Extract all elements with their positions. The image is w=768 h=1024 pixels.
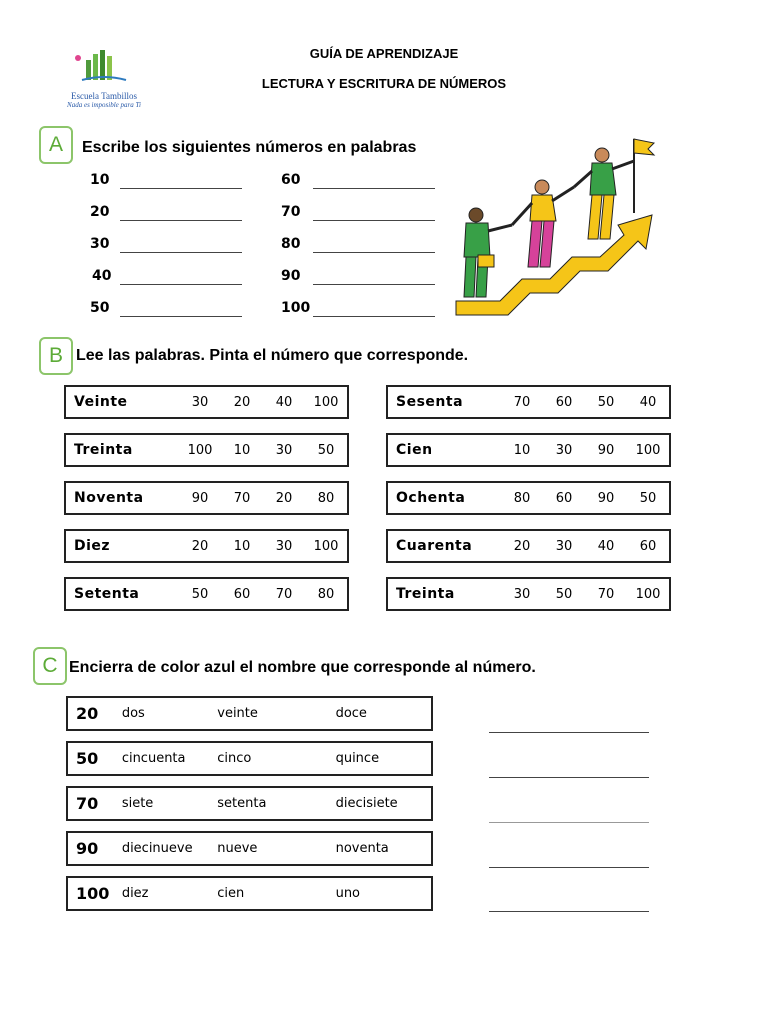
word-option[interactable]: diecinueve [121,841,193,856]
section-a-title: Escribe los siguientes números en palabras [82,139,417,156]
number-option[interactable]: 30 [555,442,573,458]
section-b-title: Lee las palabras. Pinta el número que corresponde. [76,347,469,364]
number-option[interactable]: 40 [639,394,657,410]
number-word: Treinta [74,442,133,458]
number-option[interactable]: 60 [555,490,573,506]
number-option[interactable]: 20 [275,490,293,506]
number-word: Diez [74,538,111,554]
number-option[interactable]: 90 [191,490,209,506]
number-option[interactable]: 90 [597,490,615,506]
table-row [64,433,349,467]
page-title: GUÍA DE APRENDIZAJE [309,46,459,61]
number-option[interactable]: 100 [313,394,339,410]
number-option[interactable]: 70 [513,394,531,410]
answer-line[interactable] [120,220,242,221]
number-label: 40 [92,268,112,284]
number-option[interactable]: 10 [513,442,531,458]
number-label: 20 [90,204,110,220]
word-option[interactable]: noventa [335,841,389,856]
number-word: Noventa [74,490,144,506]
answer-line[interactable] [120,316,242,317]
number-label: 90 [281,268,301,284]
word-option[interactable]: doce [335,706,367,721]
number-option[interactable]: 30 [513,586,531,602]
number-word: Cuarenta [396,538,473,554]
table-row [64,577,349,611]
word-option[interactable]: nueve [217,841,258,856]
word-option[interactable]: diez [121,886,149,901]
number-option[interactable]: 40 [597,538,615,554]
table-row [64,481,349,515]
number-option[interactable]: 10 [233,442,251,458]
table-row [66,831,433,866]
number-option[interactable]: 20 [513,538,531,554]
answer-line[interactable] [489,732,649,733]
number-option[interactable]: 40 [275,394,293,410]
table-row [386,385,671,419]
section-c-letter: C [33,647,67,685]
logo-trees-icon [64,46,144,86]
table-row [66,786,433,821]
table-row [386,577,671,611]
number-label: 100 [281,300,311,316]
number-option[interactable]: 20 [191,538,209,554]
number-option[interactable]: 60 [639,538,657,554]
table-row [64,385,349,419]
answer-line[interactable] [313,252,435,253]
section-c-title: Encierra de color azul el nombre que corresponde al número. [69,659,536,676]
number-label: 50 [90,300,110,316]
answer-line[interactable] [313,188,435,189]
number-word: Veinte [74,394,128,410]
answer-line[interactable] [489,911,649,912]
word-option[interactable]: quince [335,751,380,766]
word-option[interactable]: diecisiete [335,796,398,811]
number-option[interactable]: 60 [233,586,251,602]
answer-line[interactable] [489,867,649,868]
section-c-table [66,696,433,911]
word-option[interactable]: uno [335,886,361,901]
number-option[interactable]: 60 [555,394,573,410]
section-b-left-column [64,385,349,611]
climbing-people-icon [452,135,662,325]
number-label: 30 [90,236,110,252]
number-option[interactable]: 100 [635,442,661,458]
table-row [66,876,433,911]
number-word: Sesenta [396,394,464,410]
number-option[interactable]: 30 [555,538,573,554]
number-word: Ochenta [396,490,466,506]
logo-tagline: Nada es imposible para Ti [67,101,141,109]
number-option[interactable]: 50 [639,490,657,506]
number-word: Setenta [74,586,140,602]
number-option[interactable]: 30 [275,442,293,458]
table-row [386,433,671,467]
section-b-right-column [386,385,671,611]
number-option[interactable]: 30 [191,394,209,410]
table-row [64,529,349,563]
table-row [66,741,433,776]
number-label: 70 [76,794,99,813]
answer-line[interactable] [489,822,649,823]
number-option[interactable]: 90 [597,442,615,458]
number-option[interactable]: 70 [597,586,615,602]
number-label: 20 [76,704,99,723]
number-label: 60 [281,172,301,188]
number-option[interactable]: 50 [317,442,335,458]
number-option[interactable]: 20 [233,394,251,410]
number-option[interactable]: 80 [513,490,531,506]
page-subtitle: LECTURA Y ESCRITURA DE NÚMEROS [261,76,507,91]
number-option[interactable]: 50 [191,586,209,602]
number-option[interactable]: 80 [317,586,335,602]
answer-line[interactable] [120,252,242,253]
answer-line[interactable] [313,220,435,221]
number-label: 50 [76,749,99,768]
word-option[interactable]: dos [121,706,145,721]
word-option[interactable]: veinte [217,706,258,721]
word-option[interactable]: cinco [217,751,252,766]
number-option[interactable]: 70 [233,490,251,506]
number-option[interactable]: 10 [233,538,251,554]
number-option[interactable]: 100 [187,442,213,458]
section-a-letter: A [39,126,73,164]
word-option[interactable]: setenta [217,796,267,811]
answer-line[interactable] [313,284,435,285]
number-option[interactable]: 70 [275,586,293,602]
word-option[interactable]: cincuenta [121,751,186,766]
school-logo [64,46,144,116]
number-option[interactable]: 30 [275,538,293,554]
number-label: 100 [76,884,110,903]
word-option[interactable]: cien [217,886,245,901]
number-label: 90 [76,839,99,858]
answer-line[interactable] [313,316,435,317]
number-option[interactable]: 50 [597,394,615,410]
word-option[interactable]: siete [121,796,154,811]
answer-line[interactable] [489,777,649,778]
logo-name: Escuela Tambillos [71,91,137,101]
number-word: Cien [396,442,433,458]
number-option[interactable]: 100 [313,538,339,554]
answer-line[interactable] [120,284,242,285]
number-label: 10 [90,172,110,188]
number-option[interactable]: 80 [317,490,335,506]
section-b-letter: B [39,337,73,375]
number-word: Treinta [396,586,455,602]
table-row [386,529,671,563]
number-option[interactable]: 50 [555,586,573,602]
answer-line[interactable] [120,188,242,189]
number-option[interactable]: 100 [635,586,661,602]
number-label: 80 [281,236,301,252]
table-row [386,481,671,515]
number-label: 70 [281,204,301,220]
climbing-illustration [452,135,662,325]
table-row [66,696,433,731]
